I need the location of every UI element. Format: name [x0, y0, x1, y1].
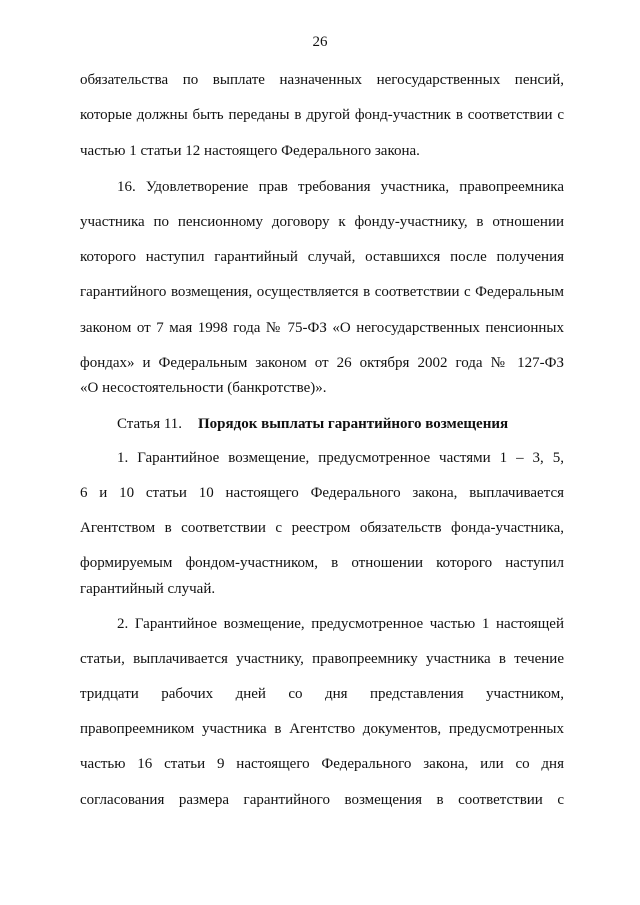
- text-line: формируемым фондом-участником, в отношении которого наступил: [80, 555, 564, 571]
- text-line: участника по пенсионному договору к фонду-участнику, в отношении: [80, 214, 564, 230]
- text-line: 16. Удовлетворение прав требования участника, правопреемника: [117, 179, 564, 195]
- article-title: Порядок выплаты гарантийного возмещения: [198, 416, 509, 432]
- text-line: которого наступил гарантийный случай, оставшихся после получения: [80, 249, 564, 265]
- article-heading: [117, 414, 564, 434]
- text-line: Агентством в соответствии с реестром обязательств фонда-участника,: [80, 520, 564, 536]
- text-line: обязательства по выплате назначенных негосударственных пенсий,: [80, 72, 564, 88]
- text-line: гарантийного возмещения, осуществляется в соответствии с Федеральным: [80, 284, 564, 300]
- page-number: 26: [312, 34, 328, 50]
- text-line: частью 1 статьи 12 настоящего Федерального закона.: [80, 143, 420, 159]
- text-line: тридцати рабочих дней со дня представления участником,: [80, 686, 564, 702]
- article-label: Статья 11.: [117, 416, 183, 432]
- text-line: статьи, выплачивается участнику, правопреемнику участника в течение: [80, 651, 564, 667]
- text-line: гарантийный случай.: [80, 581, 216, 597]
- text-line: 6 и 10 статьи 10 настоящего Федерального закона, выплачивается: [80, 485, 564, 501]
- text-line: 1. Гарантийное возмещение, предусмотренное частями 1 – 3, 5,: [117, 450, 564, 466]
- text-line: правопреемником участника в Агентство документов, предусмотренных: [80, 721, 564, 737]
- text-line: которые должны быть переданы в другой фонд-участник в соответствии с: [80, 107, 564, 123]
- text-line: согласования размера гарантийного возмещения в соответствии с: [80, 792, 564, 808]
- text-line: частью 16 статьи 9 настоящего Федерального закона, или со дня: [80, 756, 564, 772]
- text-line: «О несостоятельности (банкротстве)».: [80, 380, 327, 396]
- text-line: законом от 7 мая 1998 года № 75-ФЗ «О негосударственных пенсионных: [80, 320, 564, 336]
- text-line: 2. Гарантийное возмещение, предусмотренное частью 1 настоящей: [117, 616, 564, 632]
- text-line: фондах» и Федеральным законом от 26 октября 2002 года № 127-ФЗ: [80, 355, 564, 371]
